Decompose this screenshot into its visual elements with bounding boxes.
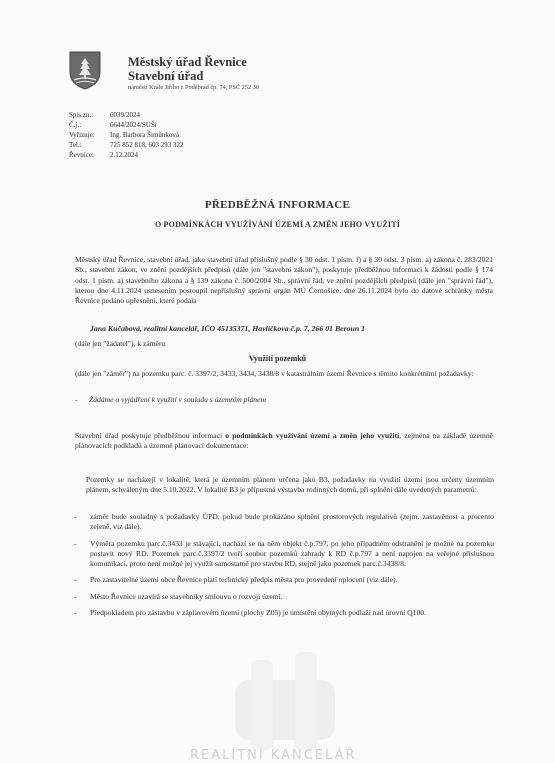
list-item bbox=[74, 592, 494, 602]
request-dash: - bbox=[75, 395, 78, 404]
subject-paragraph: (dále jen "záměr") na pozemku parc. č. 3397/2, 3433, 3434, 3438/8 v katastrálním území Řevnice s těmito konkrétními požadavky: bbox=[75, 369, 474, 378]
bullet-text: Předpokladem pro zástavbu v záplavovém území (plochy Z05) je umístění obytných podlaží nad úrovní Q100. bbox=[90, 608, 426, 618]
meta-row bbox=[69, 121, 184, 131]
document-title: PŘEDBĚŽNÁ INFORMACE bbox=[204, 199, 351, 211]
meta-label: Č.j.: bbox=[69, 120, 82, 129]
info-prefix: Stavební úřad poskytuje předběžnou informaci bbox=[75, 431, 226, 440]
bullet-dash: - bbox=[74, 538, 77, 548]
request-line bbox=[75, 395, 266, 404]
meta-label: Vyřizuje: bbox=[69, 130, 95, 139]
meta-value: Ing. Barbora Šimůnková bbox=[110, 130, 180, 139]
bullet-text: Pro zastavitelné území obce Řevnice platí technický předpis města pro provedení oplocení (viz dále). bbox=[90, 575, 398, 585]
org-address: náměstí Krále Jiřího z Poděbrad čp. 74, PSČ 252 30 bbox=[128, 84, 259, 91]
meta-row bbox=[69, 151, 184, 161]
list-item bbox=[74, 608, 494, 618]
meta-value: 6644/2024/SUŠi bbox=[110, 120, 157, 129]
list-item bbox=[74, 539, 494, 570]
intent-line: (dále jen "žadatel"), k záměru bbox=[75, 339, 166, 348]
applicant-line: Jana Kučabová, realitní kancelář, IČO 45135371, Havlíčkova č.p. 7, 266 01 Beroun 1 bbox=[90, 324, 366, 333]
watermark-text: REALITNÍ KANCELÁŘ bbox=[190, 748, 357, 763]
document-subtitle: O PODMÍNKÁCH VYUŽÍVÁNÍ ÚZEMÍ A ZMĚN JEHO VYUŽITÍ bbox=[154, 220, 401, 229]
meta-label: Spis.zn.: bbox=[69, 111, 94, 119]
meta-row bbox=[69, 111, 184, 121]
meta-label: Tel.: bbox=[69, 140, 82, 149]
info-suffix: , zejména na základě územně plánovacích podkladů a územně plánovací dokumentace: bbox=[75, 431, 493, 451]
bullet-dash: - bbox=[74, 512, 77, 521]
meta-value: 725 852 818, 603 293 322 bbox=[110, 140, 184, 149]
watermark-logo-icon bbox=[215, 640, 355, 763]
org-name: Městský úřad Řevnice bbox=[128, 55, 247, 69]
meta-row bbox=[69, 131, 184, 141]
bullet-dash: - bbox=[74, 591, 77, 601]
info-bold: o podmínkách využívání území a změn jeho využití bbox=[225, 431, 400, 440]
meta-row bbox=[69, 141, 184, 151]
bullet-text: Výměra pozemku parc.č.3433 je stávající, nachází se na něm objekt č.p.797, po jeho případném odstranění je možné na pozemku postavit nový RD. Pozemek parc.č.3397/2 tvoří soubor pozemků zahrady k RD č.p.797 a není napojen na veřejné příslušnou komunikaci, proto není možné jej využít samostatně pro stavbu RD, stejně jako pozemek parc.č.3438/8. bbox=[90, 538, 494, 569]
org-department: Stavební úřad bbox=[128, 69, 204, 83]
bullet-text: záměr bude souladný s požadavky ÚPD, pokud bude prokázáno splnění prostorových regulativů (zejm. zastavěnost a procento zeleně, viz dále). bbox=[90, 512, 494, 532]
subject-heading: Využití pozemků bbox=[248, 354, 307, 363]
town-crest-icon bbox=[68, 50, 102, 90]
meta-value: 2.12.2024 bbox=[110, 150, 138, 159]
parameter-list bbox=[74, 512, 494, 624]
meta-value: 6039/2024 bbox=[110, 111, 140, 119]
bullet-dash: - bbox=[74, 575, 77, 585]
intro-paragraph: Městský úřad Řevnice, stavební úřad, jako stavební úřad příslušný podle § 30 odst. 1 písm. f) a § 30 odst. 3 písm. a) zákona č. 283/2021 Sb., stavební zákon, ve znění pozdějších předpisů (dále jen "stavební zákon"), poskytuje předběžnou informaci k žádosti podle § 174 odst. 1 písm. a) stavebního zákona a § 139 zákona č. 500/2004 Sb., správní řád, ve znění pozdějších předpisů (dále jen "správní řád"), kterou dne 4.11.2024 usnesením postoupil nepříslušný správní orgán MÚ Černošice, dne 26.11.2024 bylo do datové schránky města Řevnice podáno upřesnění, které podala bbox=[75, 255, 493, 306]
bullet-text: Město Řevnice uzavírá se stavebníky smlouvu o rozvoji území. bbox=[90, 591, 283, 601]
list-item bbox=[74, 575, 494, 585]
org-header bbox=[128, 55, 259, 93]
reference-block bbox=[69, 111, 184, 161]
zoning-paragraph: Pozemky se nacházejí v lokalitě, která je územním plánem určena jako B3, požadavky na využití území jsou určeny územním plánem, schváleným dne 5.10.2022. V lokalitě B3 je přípustná výstavba rodinných domů, při splnění dále uvedených parametrů: bbox=[86, 475, 494, 495]
bullet-dash: - bbox=[74, 608, 77, 618]
request-text: Žádáme o vyjádření k využití v souladu s územním plánem bbox=[89, 395, 266, 404]
info-paragraph bbox=[75, 431, 493, 452]
meta-label: Řevnice: bbox=[69, 150, 94, 159]
list-item bbox=[74, 512, 494, 533]
